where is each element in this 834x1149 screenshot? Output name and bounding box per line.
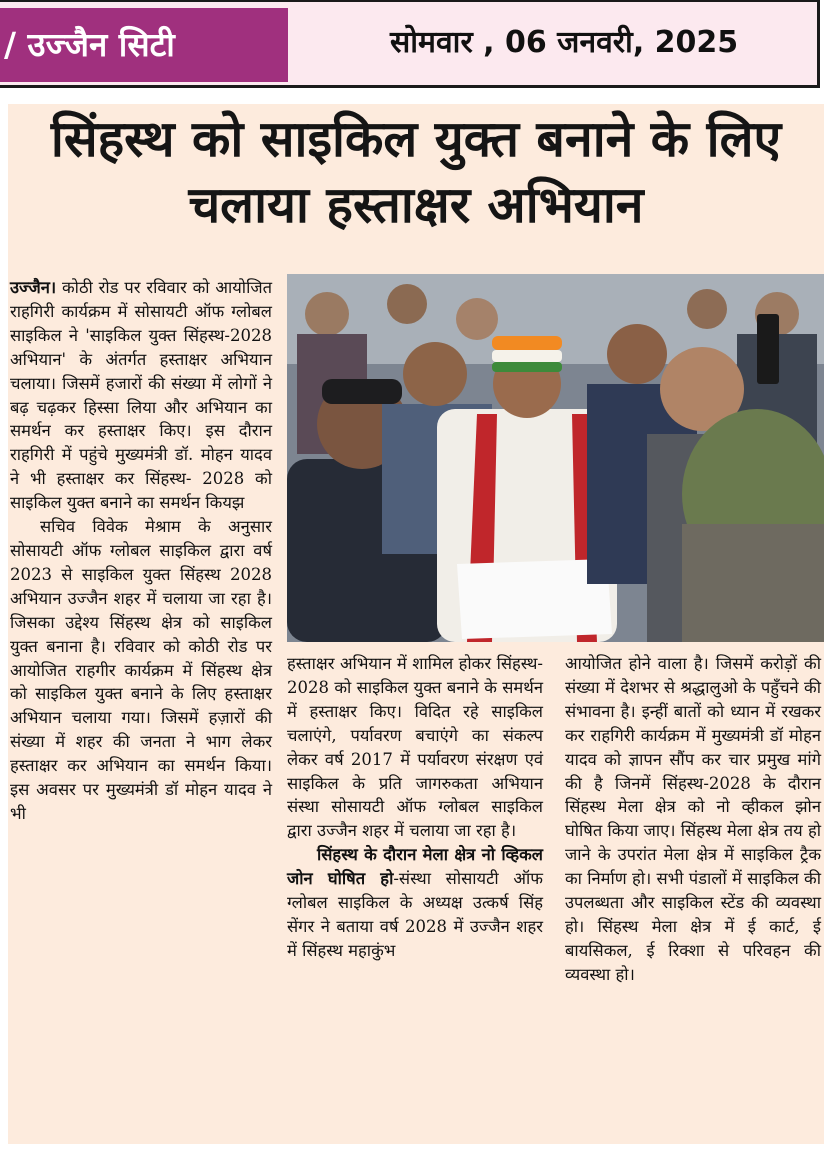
- dateline: उज्जैन।: [10, 278, 57, 297]
- issue-date: सोमवार , 06 जनवरी, 2025: [390, 25, 739, 60]
- article-column-2: [287, 652, 543, 963]
- photo-illustration: [287, 274, 824, 642]
- paragraph: आयोजित होने वाला है। जिसमें करोड़ों की संख्या में देशभर से श्रद्धालुओ के पहुँचने की संभावना है। इन्हीं बातों को ध्यान में रखकर कर राहगिरी कार्यक्रम में मुख्यमंत्री डॉ मोहन यादव को ज्ञापन सौंप कर चार प्रमुख मांगे की है जिनमें सिंहस्थ-2028 के दौरान सिंहस्थ मेला क्षेत्र को नो व्हीकल झोन घोषित किया जाए। सिंहस्थ मेला क्षेत्र तय हो जाने के उपरांत मेला क्षेत्र में साइकिल ट्रैक का निर्माण हो। सभी पंडालों में साइकिल की उपलब्धता और साइकिल स्टेंड की व्यवस्था हो। सिंहस्थ मेला क्षेत्र में ई कार्ट, ई बायसिकल, ई रिक्शा से परिवहन की व्यवस्था हो।: [565, 654, 821, 984]
- article-column-3: [565, 652, 821, 987]
- paragraph: सचिव विवेक मेश्राम के अनुसार सोसायटी ऑफ ग्लोबल साइकिल द्वारा वर्ष 2023 से साइकिल युक्त सिंहस्थ 2028 अभियान उज्जैन शहर में चलाया जा रहा है। जिसका उद्देश्य सिंहस्थ क्षेत्र को साइकिल युक्त बनाना है। रविवार को कोठी रोड पर आयोजित राहगीर कार्यक्रम में सिंहस्थ क्षेत्र को साइकिल युक्त बनाने के लिए हस्ताक्षर अभियान चलाया गया। जिसमें हज़ारों की संख्या में शहर की जनता ने भाग लेकर हस्ताक्षर कर अभियान का समर्थन किया। इस अवसर पर मुख्यमंत्री डॉ मोहन यादव ने भी: [10, 517, 272, 823]
- section-tag: / उज्जैन सिटी: [0, 8, 288, 82]
- news-photo: [287, 274, 824, 642]
- article-column-1: [10, 276, 272, 826]
- subheading: सिंहस्थ के दौरान मेला क्षेत्र नो व्हिकल जोन घोषित हो: [287, 845, 543, 889]
- paragraph-text: -संस्था सोसायटी ऑफ ग्लोबल साइकिल के अध्यक्ष उत्कर्ष सिंह सेंगर ने बताया वर्ष 2028 में उज्जैन शहर में सिंहस्थ महाकुंभ: [287, 869, 543, 960]
- paragraph-text: कोठी रोड पर रविवार को आयोजित राहगिरी कार्यक्रम में सोसायटी ऑफ ग्लोबल साइकिल ने 'साइकिल युक्त सिंहस्थ-2028 अभियान' के अंतर्गत हस्ताक्षर अभियान चलाया। जिसमें हजारों की संख्या में लोगों ने बढ़ चढ़कर हिस्सा लिया और अभियान का समर्थन कर हस्ताक्षर किए। इस दौरान राहगिरी में पहुंचे मुख्यमंत्री डॉ. मोहन यादव ने भी हस्ताक्षर कर सिंहस्थ- 2028 को साइकिल युक्त बनाने का समर्थन कियझ: [10, 278, 272, 513]
- paragraph: हस्ताक्षर अभियान में शामिल होकर सिंहस्थ- 2028 को साइकिल युक्त बनाने के समर्थन में हस्ताक्षर किए। विदित रहे साइकिल चलाएंगे, पर्यावरण बचाएंगे का संकल्प लेकर वर्ष 2017 में पर्यावरण संरक्षण एवं साइकिल के प्रति जागरुकता अभियान संस्था सोसायटी ऑफ ग्लोबल साइकिल द्वारा उज्जैन शहर में चलाया जा रहा है।: [287, 654, 543, 841]
- newspaper-header: [0, 0, 820, 88]
- news-article: [8, 104, 824, 1144]
- paragraph: [10, 276, 272, 515]
- article-headline: सिंहस्थ को साइकिल युक्त बनाने के लिए चलाया हस्ताक्षर अभियान: [50, 110, 782, 234]
- paragraph: [287, 843, 543, 963]
